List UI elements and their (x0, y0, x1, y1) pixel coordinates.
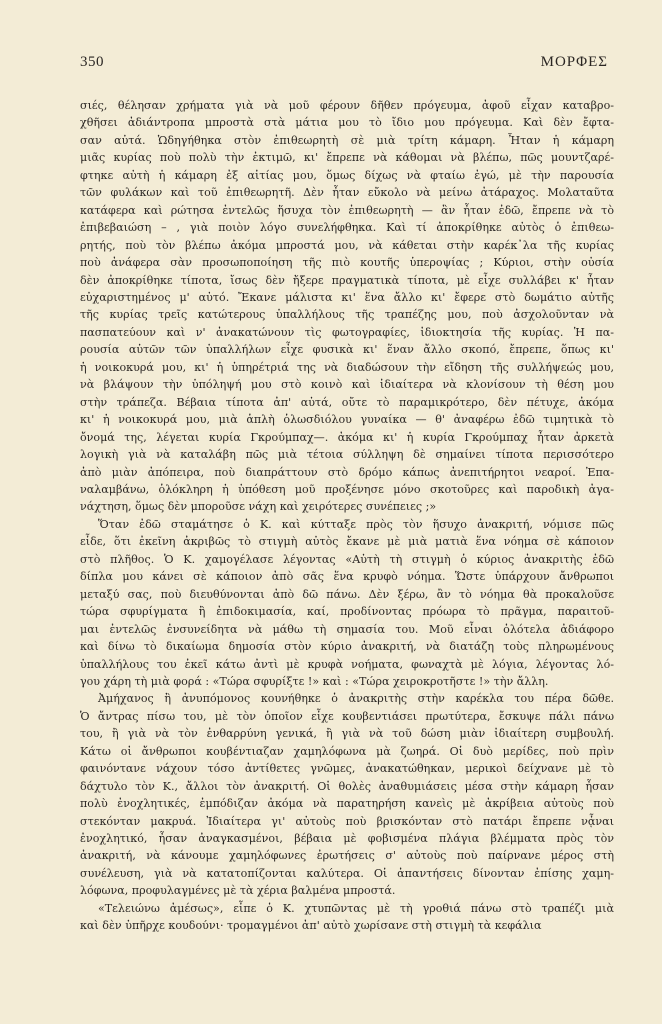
text-line: ἐπιβεβαιώση – , γιὰ ποιὸν λόγο συνελήφθηκα. Καὶ τί ἀποκρίθηκε αὐτὸς ὁ ἐπιθεω- (80, 221, 614, 235)
text-line: πασπατεύουν καὶ ν' ἀνακατώνουν τὶς φωτογραφίες, ἰδιοκτησία τῆς κυρίας. Ἡ πα- (80, 325, 614, 339)
text-line: κι' ἡ νοικοκυρά μου, μιὰ ἁπλὴ ὁλωσδιόλου γυναίκα — θ' ἀναφέρω ἐδῶ τιμητικὰ τὸ (80, 413, 614, 427)
text-line: «Τελειώνω ἀμέσως», εἶπε ὁ Κ. χτυπῶντας μὲ τὴ γροθιά πάνω στὸ τραπέζι μιὰ (98, 901, 614, 915)
text-line: χθῆσει ἀδιάντροπα μπροστὰ στὰ μάτια μου τὸ ἴδιο μου πρόγευμα. Καὶ δὲν ἔφτα- (80, 116, 614, 130)
text-line: στὸ πλῆθος. Ὁ Κ. χαμογέλασε λέγοντας «Αὐτὴ τὴ στιγμὴ ὁ κύριος ἀνακριτὴς ἐδῶ (80, 552, 614, 566)
text-line: εἶδε, ὅτι ἐκεῖνη ἀκριβῶς τὸ στιγμὴ αὐτὸς ἔκανε μὲ μιὰ ματιὰ ἕνα νόημα σὲ κάποιον (80, 535, 614, 549)
text-line: δίπλα μου κάνει σὲ κάποιον ἀπὸ σᾶς ἕνα κρυφὸ νόημα. Ὥστε ὑπάρχουν ἄνθρωποι (80, 570, 614, 584)
text-line: σιές, θέλησαν χρήματα γιὰ νὰ μοῦ φέρουν δῆθεν πρόγευμα, ἀφοῦ εἶχαν καταβρο- (80, 99, 614, 112)
paragraph (80, 900, 614, 935)
text-line: δὲν ἀποκρίθηκε τίποτα, ἴσως δὲν ἤξερε πραγματικὰ τίποτα, μὲ εἶχε συλλάβει κ' ἦταν (80, 273, 614, 287)
text-line: στὴν τράπεζα. Βέβαια τίποτα ἀπ' αὐτά, οὔτε τὸ παραμικρότερο, δὲν πέτυχε, ἀκόμα (80, 395, 614, 409)
text-line: κατάφερα καὶ ρώτησα ἐντελῶς ἥσυχα τὸν ἐπιθεωρητὴ — ἂν ἦταν ἐδῶ, ἔπρεπε νὰ τὸ (80, 203, 614, 217)
text-line: Ὅταν ἐδῶ σταμάτησε ὁ Κ. καὶ κύτταξε πρὸς τὸν ἥσυχο ἀνακριτή, νόμισε πῶς (98, 517, 614, 531)
text-line: πολὺ ἐνοχλητικές, ἐμπόδιζαν ἀκόμα νὰ παρατηρήση κανεὶς μὲ ἀκρίβεια αὐτοὺς ποὺ (80, 797, 614, 811)
text-line: συνέλευση, γιὰ νὰ κατατοπίζονται καλύτερα. Οἱ ἀπαντήσεις δίνονταν ἐπίσης χαμη- (80, 866, 614, 880)
text-line: φτηκε αὐτὴ ἡ κάμαρη ἐξ αἰτίας μου, ὅμως δίχως νὰ φταίω ἐγώ, μὲ τὴν παρουσία (80, 168, 614, 182)
text-line: δάχτυλο τὸν Κ., ἄλλοι τὸν ἀνακριτή. Οἱ θολὲς ἀναθυμιάσεις μέσα στὴν κάμαρη ἦσαν (80, 779, 614, 793)
text-line: εὐχαριστημένος μ' αὐτό. Ἔκανε μάλιστα κι' ἕνα ἄλλο κι' ἔφερε στὸ δωμάτιο αὐτῆς (80, 290, 614, 304)
body-text (80, 97, 614, 935)
text-line: ὄνομά της, λέγεται κυρία Γκρούμπαχ—. ἀκόμα κι' ἡ κυρία Γκρούμπαχ ἦταν ἀρκετὰ (80, 430, 614, 444)
text-line: νὰ βλάψουν τὴν ὑπόληψή μου στὸ κοινὸ καὶ ἰδιαίτερα νὰ κλονίσουν τὴ θέση μου (80, 378, 614, 392)
page-number: 350 (80, 54, 104, 70)
text-line: ὑπαλλήλους του ἐκεῖ κάτω ἀντὶ μὲ κρυφὰ νοήματα, φωναχτὰ μὲ λόγια, λέγοντας λό- (80, 657, 614, 671)
text-line: τώρα σφυρίγματα ἢ ἐπιδοκιμασία, καί, προδίνοντας πρόωρα τὸ πρᾶγμα, παραιτοῦ- (80, 605, 614, 619)
running-title: ΜΟΡΦΕΣ (540, 54, 608, 70)
text-line: φαινόντανε νάχουν τόσο ἀντίθετες γνῶμες, ἀνακατώθηκαν, μερικοὶ δείχνανε μὲ τὸ (80, 762, 614, 776)
text-line: τῶν φυλάκων καὶ τοῦ ἐπιθεωρητῆ. Δὲν ἦταν εὔκολο νὰ μείνω ἀτάραχος. Μολαταῦτα (80, 186, 614, 200)
paragraph (80, 97, 614, 516)
text-line: μιᾶς κυρίας ποὺ πολὺ τὴν ἐκτιμῶ, κι' ἔπρεπε νὰ κάθομαι νὰ βλέπω, πῶς μουντζαρέ- (80, 151, 614, 165)
text-line: μαι ἐντελῶς ἐνσυνείδητα νὰ μάθω τὴ σημασία του. Μοῦ εἶναι ὁλότελα ἀδιάφορο (80, 622, 614, 636)
text-line: ρουσία αὐτῶν τῶν ὑπαλλήλων εἶχε φυσικὰ κι' ἕναν ἄλλο σκοπό, ἔπρεπε, ὅπως κι' (80, 343, 614, 357)
text-line: ἀπὸ μιὰν ἀπόπειρα, ποὺ διαπράττουν στὸ δρόμο κάπως ἀνεπιτήρητοι νεαροί. Ἐπα- (80, 465, 614, 479)
text-line: γου χάρη τὴ μιὰ φορά : «Τώρα σφυρίξτε !» καὶ : «Τώρα χειροκροτῆστε !» τὴν ἄλλη. (80, 674, 549, 688)
text-line: ναλαμβάνω, ὁλόκληρη ἡ ὑπόθεση μοῦ προξένησε μόνο σκοτοῦρες καὶ παροδικὴ ἀγα- (80, 482, 614, 496)
page-header (80, 54, 608, 74)
text-line: ἡ νοικοκυρά μου, κι' ἡ ὑπηρέτριά της νὰ διαδώσουν τὴν εἴδηση τῆς συλλήψεώς μου, (80, 360, 614, 374)
text-line: σαν αὐτά. Ὡδηγήθηκα στὸν ἐπιθεωρητὴ σὲ μιὰ τρίτη κάμαρη. Ἦταν ἡ κάμαρη (80, 133, 614, 147)
text-line: Ὁ ἄντρας πίσω του, μὲ τὸν ὁποῖον εἶχε κουβεντιάσει πρωτύτερα, ἔσκυψε πάλι πάνω (80, 709, 614, 723)
text-line: λογικὴ γιὰ νὰ καταλάβη πῶς μιὰ τέτοια σύλληψη δὲ σημαίνει τίποτα περισσότερο (80, 448, 614, 462)
text-line: νάχτηση, ὅμως δὲν μποροῦσε νάχη καὶ χειρότερες συνέπειες ;» (80, 500, 437, 514)
paragraph (80, 516, 614, 691)
text-line: καὶ δίνω τὸ δικαίωμα δημοσία στὸν κύριο ἀνακριτή, νὰ διατάζη τοὺς πληρωμένους (80, 640, 614, 654)
text-line: λόφωνα, προφυλαγμένες μὲ τὰ χέρια βαλμένα μπροστά. (80, 884, 396, 898)
text-line: μεταξύ σας, ποὺ διευθύνονται ἀπὸ δῶ πάνω. Δὲν ξέρω, ἂν τὸ νόημα θὰ προκαλοῦσε (80, 587, 614, 601)
text-line: στεκόνταν μακρυά. Ἰδιαίτερα γι' αὐτοὺς ποὺ βρισκόνταν στὸ πατάρι ἔπρεπε νᾆναι (80, 814, 614, 828)
text-line: καὶ δὲν ὑπῆρχε κουδούνι· τρομαγμένοι ἀπ' αὐτὸ χωρίσανε στὴ στιγμὴ τὰ κεφάλια (80, 919, 542, 933)
text-line: Ἀμήχανος ἢ ἀνυπόμονος κουνήθηκε ὁ ἀνακριτὴς στὴν καρέκλα του πέρα δῶθε. (98, 692, 614, 706)
text-line: ἀνακριτή, νὰ κάνουμε χαμηλόφωνες ἐρωτήσεις σ' αὐτοὺς ποὺ παίρνανε μέρος στὴ (80, 849, 614, 863)
paragraph (80, 690, 614, 899)
text-line: ρητής, ποὺ τὸν βλέπω ἀκόμα μπροστά μου, νὰ κάθεται στὴν καρέκ᾽λα τῆς κυρίας (80, 238, 614, 252)
text-line: τῆς κυρίας τρεῖς κατώτερους ὑπαλλήλους τῆς τραπέζης μου, ποὺ ἀσχολοῦνταν νὰ (80, 308, 614, 322)
text-line: ποὺ ἀνάφερα σὰν προσωποποίηση τῆς πιὸ κουτῆς ὑπεροψίας ; Κύριοι, στὴν οὐσία (80, 256, 614, 270)
text-line: Κάτω οἱ ἄνθρωποι κουβέντιαζαν χαμηλόφωνα μὰ ζωηρά. Οἱ δυὸ μερίδες, ποὺ πρὶν (80, 744, 614, 758)
text-line: του, ἢ γιὰ νὰ τὸν ἐνθαρρύνη γενικά, ἢ γιὰ νὰ τοῦ δώση μιὰν ἰδιαίτερη συμβουλή. (80, 727, 614, 741)
text-line: ἐνοχλητικό, ἦσαν ἀναγκασμένοι, βέβαια μὲ φοβισμένα πλάγια βλέμματα πρὸς τὸν (80, 832, 614, 846)
